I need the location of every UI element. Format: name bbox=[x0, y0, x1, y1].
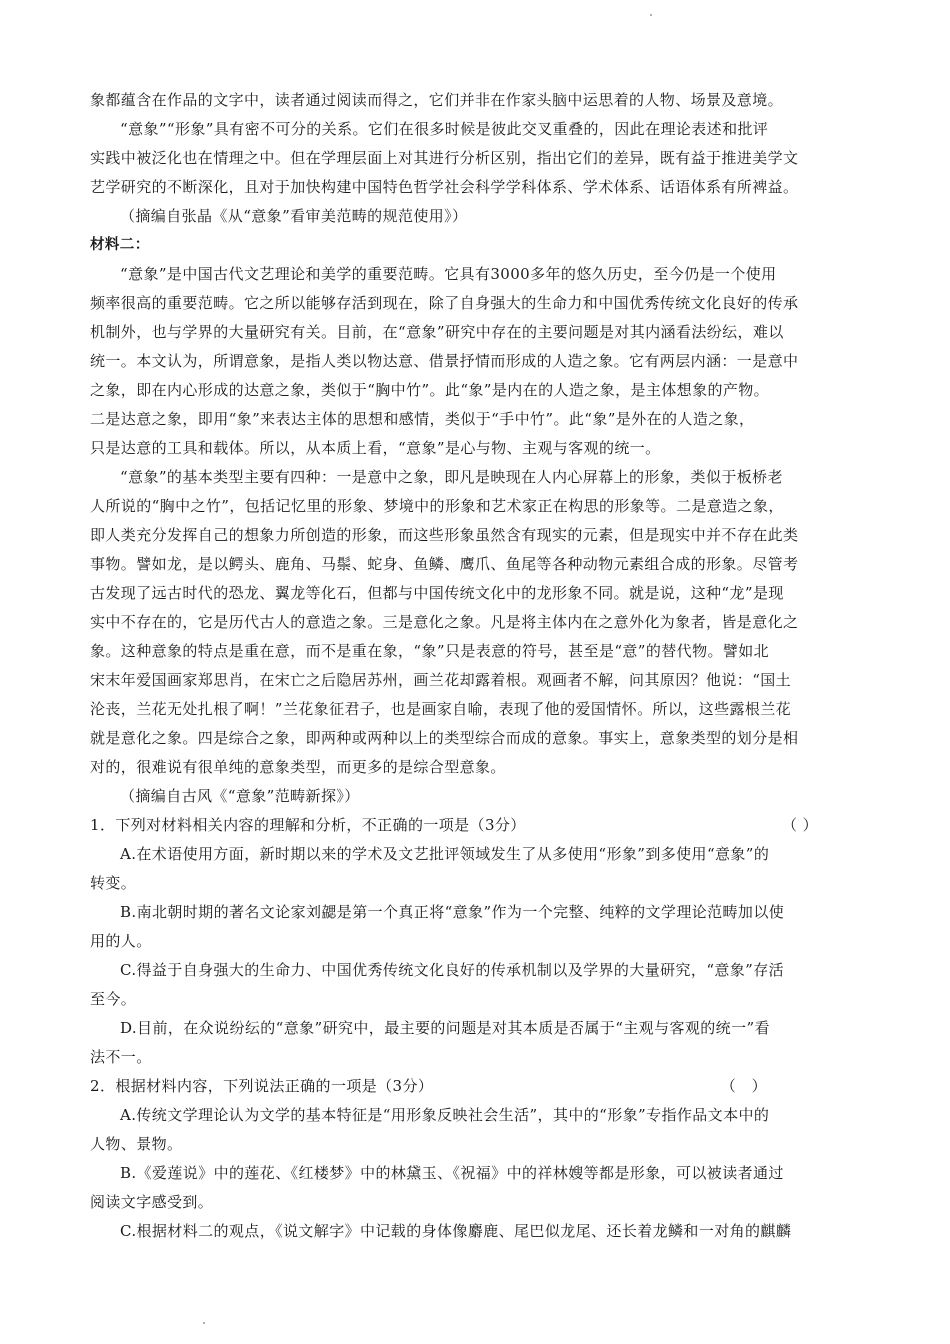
line-text: “意象”是中国古代文艺理论和美学的重要范畴。它具有3000多年的悠久历史，至今仍是一个使用 bbox=[120, 265, 777, 283]
line-text: 古发现了远古时代的恐龙、翼龙等化石，但都与中国传统文化中的龙形象不同。就是说，这种“龙”是现 bbox=[90, 584, 784, 602]
line-text: B.《爱莲说》中的莲花、《红楼梦》中的林黛玉、《祝福》中的祥林嫂等都是形象，可以被读者通过 bbox=[120, 1164, 784, 1182]
line-text: C.得益于自身强大的生命力、中国优秀传统文化良好的传承机制以及学界的大量研究，“意象”存活 bbox=[120, 961, 785, 979]
text-line bbox=[90, 260, 862, 289]
text-line bbox=[90, 376, 862, 405]
text-line bbox=[90, 985, 862, 1014]
line-text: 频率很高的重要范畴。它之所以能够存活到现在，除了自身强大的生命力和中国优秀传统文化良好的传承 bbox=[90, 294, 799, 312]
line-text: 即人类充分发挥自己的想象力所创造的形象，而这些形象虽然含有现实的元素，但是现实中并不存在此类 bbox=[90, 526, 799, 544]
line-text: 用的人。 bbox=[90, 932, 152, 950]
line-text: A.传统文学理论认为文学的基本特征是“用形象反映社会生活”，其中的“形象”专指作品文本中的 bbox=[120, 1106, 770, 1124]
page-dot-top bbox=[650, 14, 652, 16]
answer-blank: （ ） bbox=[782, 816, 818, 834]
text-line bbox=[90, 1101, 862, 1130]
text-line bbox=[90, 579, 862, 608]
line-text: 只是达意的工具和载体。所以，从本质上看，“意象”是心与物、主观与客观的统一。 bbox=[90, 439, 661, 457]
text-line bbox=[90, 1188, 862, 1217]
text-line bbox=[90, 753, 862, 782]
line-text: 人物、景物。 bbox=[90, 1135, 183, 1153]
text-line bbox=[90, 86, 862, 115]
line-text: 沦丧，兰花无处扎根了啊！”兰花象征君子，也是画家自喻，表现了他的爱国情怀。所以，这些露根兰花 bbox=[90, 700, 792, 718]
line-text: 二是达意之象，即用“象”来表达主体的思想和感情，类似于“手中竹”。此“象”是外在的人造之象， bbox=[90, 410, 755, 428]
text-line bbox=[90, 927, 862, 956]
line-text: 人所说的“胸中之竹”，包括记忆里的形象、梦境中的形象和艺术家正在构思的形象等。二是意造之象， bbox=[90, 497, 784, 515]
text-line bbox=[90, 666, 862, 695]
text-line bbox=[90, 898, 862, 927]
text-line bbox=[90, 695, 862, 724]
line-text: 之象，即在内心形成的达意之象，类似于“胸中竹”。此“象”是内在的人造之象，是主体想象的产物。 bbox=[90, 381, 770, 399]
text-line bbox=[90, 463, 862, 492]
text-line bbox=[90, 115, 862, 144]
text-line bbox=[90, 521, 862, 550]
line-text: 象都蕴含在作品的文字中，读者通过阅读而得之，它们并非在作家头脑中运思着的人物、场景及意境。 bbox=[90, 91, 784, 109]
line-text: 事物。譬如龙，是以鳄头、鹿角、马鬃、蛇身、鱼鳞、鹰爪、鱼尾等各种动物元素组合成的形象。尽管考 bbox=[90, 555, 799, 573]
text-line bbox=[90, 869, 862, 898]
text-line bbox=[90, 434, 862, 463]
line-text: 宋末年爱国画家郑思肖，在宋亡之后隐居苏州，画兰花却露着根。观画者不解，问其原因？他说：“国土 bbox=[90, 671, 792, 689]
line-text: 统一。本文认为，所谓意象，是指人类以物达意、借景抒情而形成的人造之象。它有两层内涵：一是意中 bbox=[90, 352, 799, 370]
text-line bbox=[90, 405, 862, 434]
line-text: 机制外，也与学界的大量研究有关。目前，在“意象”研究中存在的主要问题是对其内涵看法纷纭，难以 bbox=[90, 323, 784, 341]
line-text: “意象”“形象”具有密不可分的关系。它们在很多时候是彼此交叉重叠的，因此在理论表述和批评 bbox=[120, 120, 769, 138]
line-text: 2．根据材料内容，下列说法正确的一项是（3分） bbox=[90, 1077, 434, 1095]
text-line bbox=[90, 144, 862, 173]
text-line bbox=[90, 637, 862, 666]
question-stem bbox=[90, 811, 862, 840]
line-text: 对的，很难说有很单纯的意象类型，而更多的是综合型意象。 bbox=[90, 758, 506, 776]
line-text: 艺学研究的不断深化，且对于加快构建中国特色哲学社会科学学科体系、学术体系、话语体系有所裨益。 bbox=[90, 178, 799, 196]
text-line bbox=[90, 1159, 862, 1188]
text-line bbox=[90, 1130, 862, 1159]
line-text: 材料二： bbox=[90, 237, 150, 253]
question-stem bbox=[90, 1072, 862, 1101]
line-text: “意象”的基本类型主要有四种：一是意中之象，即凡是映现在人内心屏幕上的形象，类似于板桥老 bbox=[120, 468, 783, 486]
line-text: 象。这种意象的特点是重在意，而不是重在象，“象”只是表意的符号，甚至是“意”的替代物。譬如北 bbox=[90, 642, 770, 660]
line-text: A.在术语使用方面，新时期以来的学术及文艺批评领域发生了从多使用“形象”到多使用“意象”的 bbox=[120, 845, 770, 863]
text-line bbox=[90, 173, 862, 202]
text-line bbox=[90, 289, 862, 318]
line-text: 阅读文字感受到。 bbox=[90, 1193, 214, 1211]
line-text: B.南北朝时期的著名文论家刘勰是第一个真正将“意象”作为一个完整、纯粹的文学理论范畴加以使 bbox=[120, 903, 785, 921]
text-line bbox=[90, 608, 862, 637]
line-text: 就是意化之象。四是综合之象，即两种或两种以上的类型综合而成的意象。事实上，意象类型的划分是相 bbox=[90, 729, 799, 747]
text-line bbox=[90, 231, 862, 260]
text-line bbox=[90, 318, 862, 347]
page-dot-bottom bbox=[203, 1322, 205, 1324]
line-text: 转变。 bbox=[90, 874, 137, 892]
line-text: 至今。 bbox=[90, 990, 137, 1008]
text-line bbox=[90, 1043, 862, 1072]
text-line bbox=[90, 956, 862, 985]
text-line bbox=[90, 724, 862, 753]
line-text: 实中不存在的，它是历代古人的意造之象。三是意化之象。凡是将主体内在之意外化为象者，皆是意化之 bbox=[90, 613, 799, 631]
text-line bbox=[90, 1217, 862, 1246]
text-line bbox=[90, 347, 862, 376]
line-text: D.目前，在众说纷纭的“意象”研究中，最主要的问题是对其本质是否属于“主观与客观的统一”看 bbox=[120, 1019, 770, 1037]
document-page bbox=[90, 86, 862, 1246]
text-line bbox=[90, 202, 862, 231]
line-text: C.根据材料二的观点，《说文解字》中记载的身体像麝鹿、尾巴似龙尾、还长着龙鳞和一对角的麒麟 bbox=[120, 1222, 792, 1240]
text-line bbox=[90, 840, 862, 869]
line-text: 实践中被泛化也在情理之中。但在学理层面上对其进行分析区别，指出它们的差异，既有益于推进美学文 bbox=[90, 149, 799, 167]
line-text: 法不一。 bbox=[90, 1048, 152, 1066]
text-line bbox=[90, 492, 862, 521]
text-line bbox=[90, 550, 862, 579]
answer-blank: （ ） bbox=[720, 1077, 767, 1095]
text-line bbox=[90, 1014, 862, 1043]
text-line bbox=[90, 782, 862, 811]
line-text: （摘编自张晶《从“意象”看审美范畴的规范使用》） bbox=[120, 207, 468, 225]
line-text: （摘编自古风《“意象”范畴新探》） bbox=[120, 787, 360, 805]
line-text: 1．下列对材料相关内容的理解和分析，不正确的一项是（3分） bbox=[90, 816, 526, 834]
